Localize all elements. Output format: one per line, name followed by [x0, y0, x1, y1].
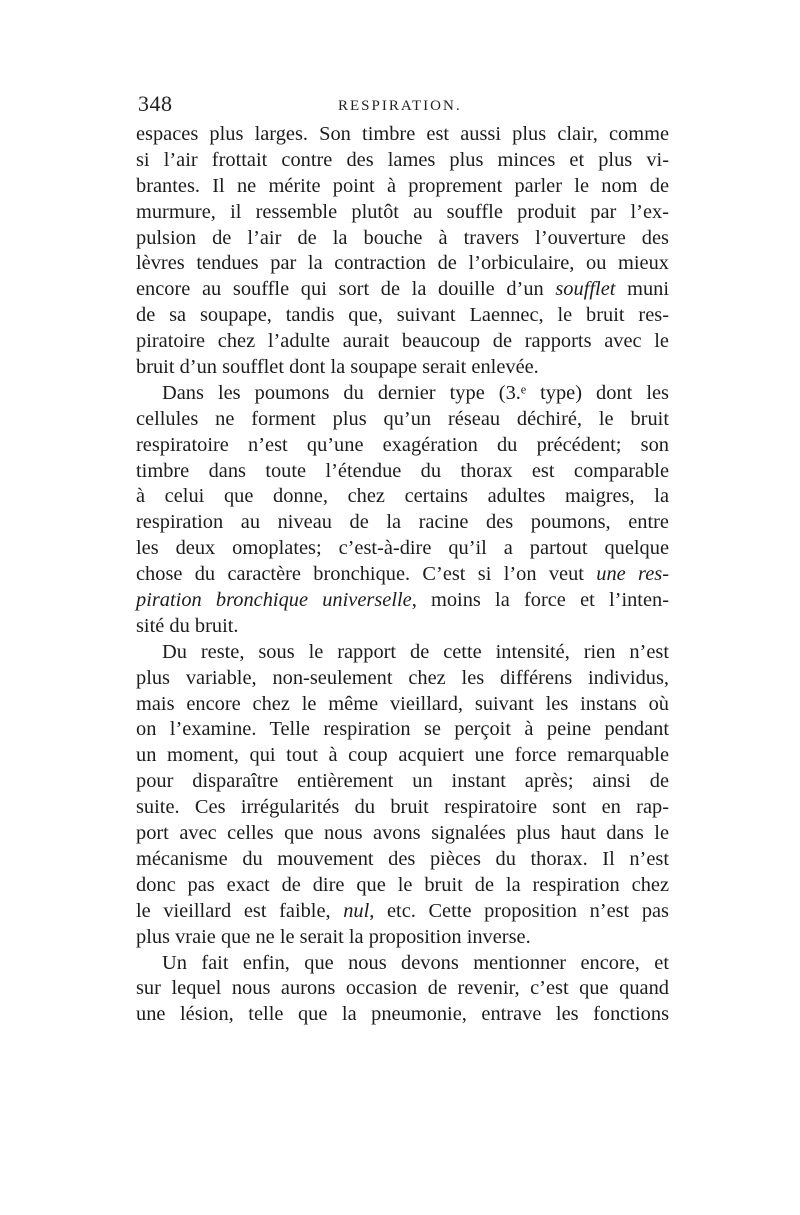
- text-line: [136, 1002, 669, 1028]
- text-line: [136, 614, 669, 640]
- text-run: muni: [615, 278, 669, 301]
- text-line: [136, 277, 669, 303]
- text-run: mécanisme du mouvement des pièces du thorax. Il n’est: [136, 847, 669, 870]
- text-run: plus vraie que ne le serait la proposition inverse.: [136, 925, 531, 948]
- text-line: [136, 873, 669, 899]
- text-line: [136, 355, 669, 381]
- text-line: [136, 329, 669, 355]
- text-run: un moment, qui tout à coup acquiert une force remarquable: [136, 744, 669, 767]
- text-run: Un fait enfin, que nous devons mentionner encore, et: [162, 951, 669, 974]
- text-line: [136, 200, 669, 226]
- text-line: [136, 847, 669, 873]
- text-line: [136, 666, 669, 692]
- text-run: une lésion, telle que la pneumonie, entrave les fonctions: [136, 1003, 669, 1026]
- text-line: [136, 433, 669, 459]
- text-run: cellules ne forment plus qu’un réseau déchiré, le bruit: [136, 407, 669, 430]
- text-run: murmure, il ressemble plutôt au souffle produit par l’ex-: [136, 200, 669, 223]
- text-line: [136, 510, 669, 536]
- italic-text: une res-: [596, 563, 669, 586]
- text-run: pulsion de l’air de la bouche à travers l’ouverture des: [136, 226, 669, 249]
- text-run: espaces plus larges. Son timbre est aussi plus clair, comme: [136, 123, 669, 145]
- text-run: les deux omoplates; c’est-à-dire qu’il a partout quelque: [136, 537, 669, 560]
- text-run: sur lequel nous aurons occasion de revenir, c’est que quand: [136, 977, 669, 1000]
- text-run: , moins la force et l’inten-: [411, 589, 670, 612]
- text-run: mais encore chez le même vieillard, suivant les instans où: [136, 692, 669, 715]
- text-run: Du reste, sous le rapport de cette intensité, rien n’est: [162, 640, 669, 663]
- text-run: de sa soupape, tandis que, suivant Laennec, le bruit res-: [136, 304, 669, 327]
- text-run: le vieillard est faible,: [136, 899, 344, 922]
- text-run: pour disparaître entièrement un instant après; ainsi de: [136, 770, 669, 793]
- text-run: donc pas exact de dire que le bruit de la respiration chez: [136, 873, 669, 896]
- text-run: si l’air frottait contre des lames plus minces et plus vi-: [136, 148, 669, 171]
- text-run: piratoire chez l’adulte aurait beaucoup de rapports avec le: [136, 330, 669, 353]
- text-line: [136, 484, 669, 510]
- text-run: chose du caractère bronchique. C’est si l’on veut: [136, 563, 597, 586]
- text-run: encore au souffle qui sort de la douille d’un: [136, 278, 556, 301]
- text-line: [136, 562, 669, 588]
- text-line: [136, 536, 669, 562]
- text-run: respiration au niveau de la racine des poumons, entre: [136, 511, 669, 534]
- text-line: [136, 407, 669, 433]
- text-line: [136, 303, 669, 329]
- text-run: port avec celles que nous avons signalées plus haut dans le: [136, 822, 669, 845]
- text-run: suite. Ces irrégularités du bruit respiratoire sont en rap-: [136, 796, 669, 819]
- text-line: [136, 174, 669, 200]
- italic-text: piration bronchique universelle: [136, 589, 412, 612]
- text-line: [136, 381, 669, 407]
- italic-text: nul: [343, 899, 370, 922]
- text-run: plus variable, non-seulement chez les différens individus,: [136, 666, 669, 689]
- text-line: [136, 251, 669, 277]
- body-text: [136, 122, 669, 1028]
- text-line: [136, 821, 669, 847]
- text-run: à celui que donne, chez certains adultes maigres, la: [136, 485, 669, 508]
- text-run: sité du bruit.: [136, 614, 239, 637]
- text-run: respiratoire n’est qu’une exagération du précédent; son: [136, 433, 669, 456]
- page-number: 348: [138, 91, 173, 116]
- text-line: [136, 588, 669, 614]
- text-line: [136, 743, 669, 769]
- text-run: brantes. Il ne mérite point à proprement parler le nom de: [136, 174, 669, 197]
- text-line: [136, 795, 669, 821]
- page-header: [138, 92, 668, 122]
- text-line: [136, 226, 669, 252]
- text-line: [136, 459, 669, 485]
- text-run: on l’examine. Telle respiration se perçoit à peine pendant: [136, 718, 669, 741]
- text-run: , etc. Cette proposition n’est pas: [369, 899, 669, 922]
- text-line: [136, 976, 669, 1002]
- text-line: [136, 899, 669, 925]
- text-line: [136, 717, 669, 743]
- running-head: RESPIRATION.: [338, 98, 462, 114]
- text-line: [136, 692, 669, 718]
- text-line: [136, 925, 669, 951]
- text-line: [136, 769, 669, 795]
- text-run: lèvres tendues par la contraction de l’orbiculaire, ou mieux: [136, 252, 669, 275]
- text-run: Dans les poumons du dernier type (3.ᵉ type) dont les: [162, 381, 669, 404]
- text-line: [136, 122, 669, 148]
- text-line: [136, 148, 669, 174]
- text-run: timbre dans toute l’étendue du thorax est comparable: [136, 459, 669, 482]
- text-run: bruit d’un soufflet dont la soupape serait enlevée.: [136, 356, 539, 379]
- text-line: [136, 640, 669, 666]
- italic-text: soufflet: [555, 278, 616, 301]
- text-line: [136, 951, 669, 977]
